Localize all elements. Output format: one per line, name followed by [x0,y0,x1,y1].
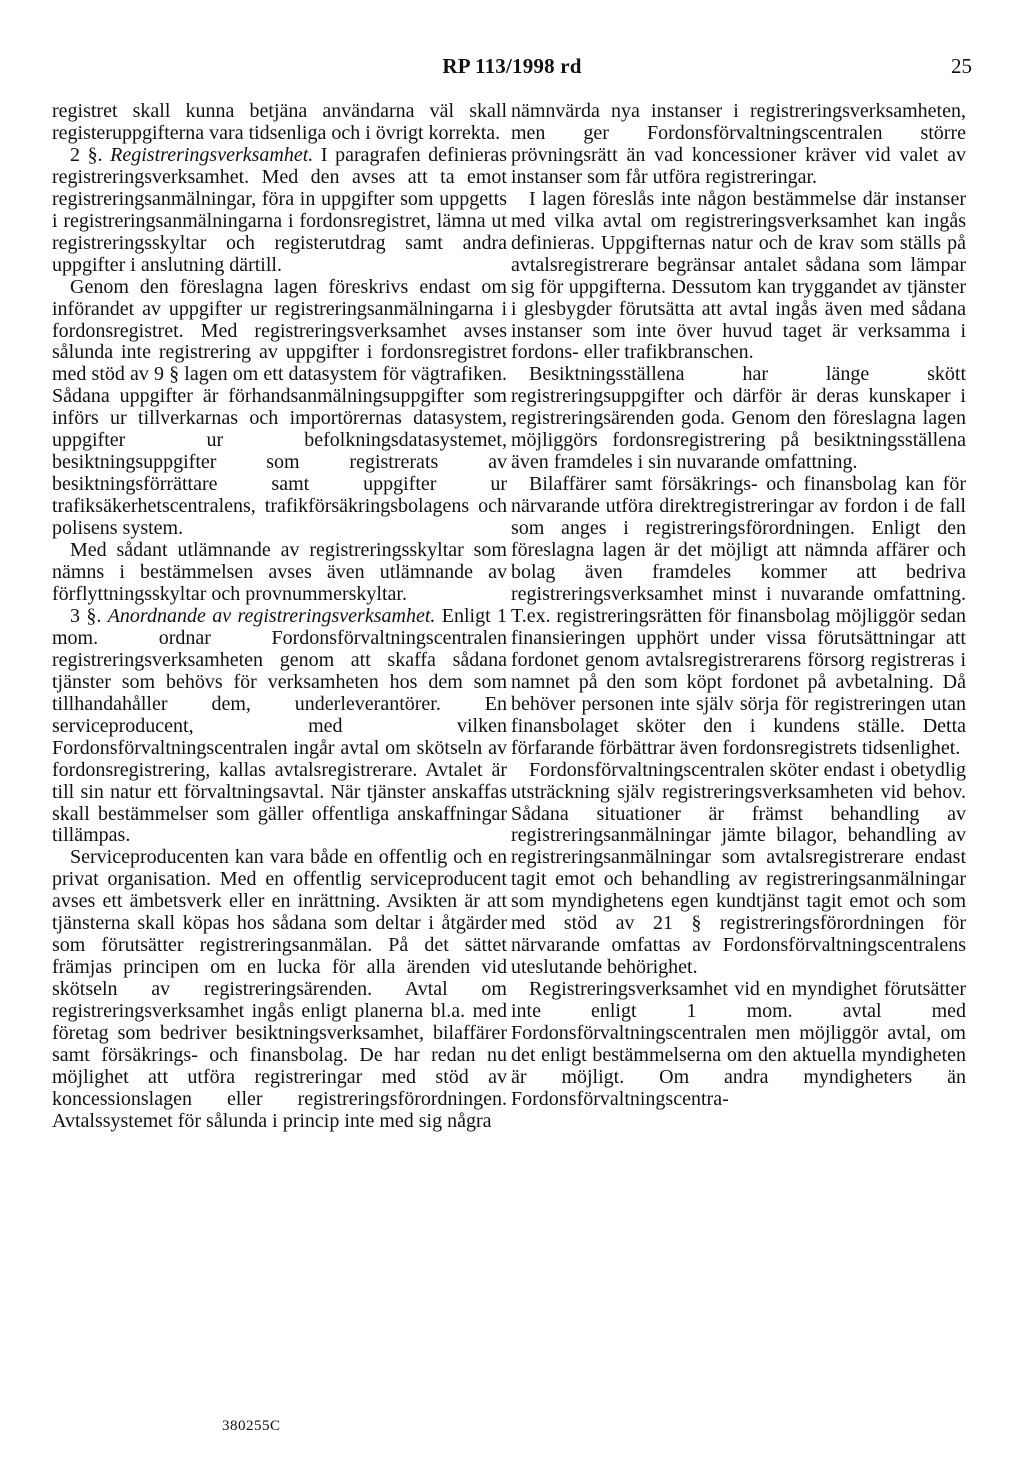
section-number: 2 §. [70,143,111,166]
paragraph: nämnvärda nya instanser i registreringsverksamheten, men ger Fordonsförvaltningscentralen större prövningsrätt än vad koncessioner kräver vid valet av instanser som får utföra registreringar. [511,100,966,188]
paragraph: I lagen föreslås inte någon bestämmelse där instanser med vilka avtal om registreringsverksamhet kan ingås definieras. Uppgifternas natur och de krav som ställs på avtalsregistrerare begränsar antalet sådana som lämpar sig för uppgifterna. Dessutom kan tryggandet av tjänster i glesbygder förutsätta att avtal ingås även med sådana instanser som inte över huvud taget är verksamma i fordons- eller trafikbranschen. [511,187,966,364]
running-head [0,54,1024,84]
paragraph: Fordonsförvaltningscentralen sköter endast i obetydlig utsträckning själv registreringsverksamheten vid behov. Sådana situationer är främst behandling av registreringsanmälningar jämte bilagor, behandling av registreringsanmälningar som avtalsregistrerare endast tagit emot och behandling av registreringsanmälningar som myndighetens egen kundtjänst tagit emot och som med stöd av 21 § registreringsförordningen för närvarande omfattas av Fordonsförvaltningscentralens uteslutande behörighet. [511,758,966,979]
section-number: 3 §. [70,604,108,627]
paragraph: Serviceproducenten kan vara både en offentlig och en privat organisation. Med en offentlig serviceproducent avses ett ämbetsverk eller en inrättning. Avsikten är att tjänsterna skall köpas hos sådana som deltar i åtgärder som förutsätter registreringsanmälan. På det sättet främjas principen om en lucka för alla ärenden vid skötseln av registreringsärenden. Avtal om registreringsverksamhet ingås enligt planerna bl.a. med företag som bedriver besiktningsverksamhet, bilaffärer samt försäkrings- och finansbolag. De har redan nu möjlighet att utföra registreringar med stöd av koncessionslagen eller registreringsförordningen. Avtalssystemet för sålunda i princip inte med sig några [52,846,507,1132]
section-body: I paragrafen definieras registreringsverksamhet. Med den avses att ta emot registreringsanmälningar, föra in uppgifter som uppgetts i registreringsanmälningarna i fordonsregistret, lämna ut registreringsskyltar och registerutdrag samt andra uppgifter i anslutning därtill. [52,143,507,276]
right-column [511,101,966,1111]
paragraph: Genom den föreslagna lagen föreskrivs endast om införandet av uppgifter ur registreringsanmälningarna i fordonsregistret. Med registreringsverksamhet avses sålunda inte registrering av uppgifter i fordonsregistret med stöd av 9 § lagen om ett datasystem för vägtrafiken. Sådana uppgifter är förhandsanmälningsuppgifter som införs ur tillverkarnas och importörernas datasystem, uppgifter ur befolkningsdatasystemet, besiktningsuppgifter som registrerats av besiktningsförrättare samt uppgifter ur trafiksäkerhetscentralens, trafikförsäkringsbolagens och polisens system. [52,275,507,540]
document-title: RP 113/1998 rd [442,54,582,78]
paragraph: Bilaffärer samt försäkrings- och finansbolag kan för närvarande utföra direktregistreringar av fordon i de fall som anges i registreringsförordningen. Enligt den föreslagna lagen är det möjligt att nämnda affärer och bolag även framdeles kommer att bedriva registreringsverksamhet minst i nuvarande omfattning. T.ex. registreringsrätten för finansbolag möjliggör sedan finansieringen upphört under vissa förutsättningar att fordonet genom avtalsregistrerarens försorg registreras i namnet på den som köpt fordonet på avbetalning. Då behöver personen inte själv sörja för registreringen utan finansbolaget sköter den i kundens ställe. Detta förfarande förbättrar även fordonsregistrets tidsenlighet. [511,473,966,759]
paragraph: registret skall kunna betjäna användarna väl skall registeruppgifterna vara tidsenliga och i övrigt korrekta. [52,100,507,144]
section-body: Enligt 1 mom. ordnar Fordonsförvaltningscentralen registreringsverksamheten genom att skaffa sådana tjänster som behövs för verksamheten hos dem som tillhandahåller dem, underleverantörer. En serviceproducent, med vilken Fordonsförvaltningscentralen ingår avtal om skötseln av fordonsregistrering, kallas avtalsregistrerare. Avtalet är till sin natur ett förvaltningsavtal. När tjänster anskaffas skall bestämmelser som gäller offentliga anskaffningar tillämpas. [52,604,507,847]
print-code: 380255C [222,1418,281,1434]
section-3-paragraph [52,606,507,847]
left-column [52,101,507,1133]
paragraph: Med sådant utlämnande av registreringsskyltar som nämns i bestämmelsen avses även utlämnande av förflyttningsskyltar och provnummerskyltar. [52,539,507,605]
paragraph: Registreringsverksamhet vid en myndighet förutsätter inte enligt 1 mom. avtal med Fordonsförvaltningscentralen men möjliggör avtal, om det enligt bestämmelserna om den aktuella myndigheten är möjligt. Om andra myndigheters än Fordonsförvaltningscentra- [511,978,966,1110]
section-2-paragraph [52,145,507,277]
page-number: 25 [951,54,972,78]
paragraph: Besiktningsställena har länge skött registreringsuppgifter och därför är deras kunskaper i registreringsärenden goda. Genom den föreslagna lagen möjliggörs fordonsregistrering på besiktningsställena även framdeles i sin nuvarande omfattning. [511,363,966,474]
section-heading: Registreringsverksamhet. [110,143,314,166]
section-heading: Anordnande av registreringsverksamhet. [107,604,436,627]
